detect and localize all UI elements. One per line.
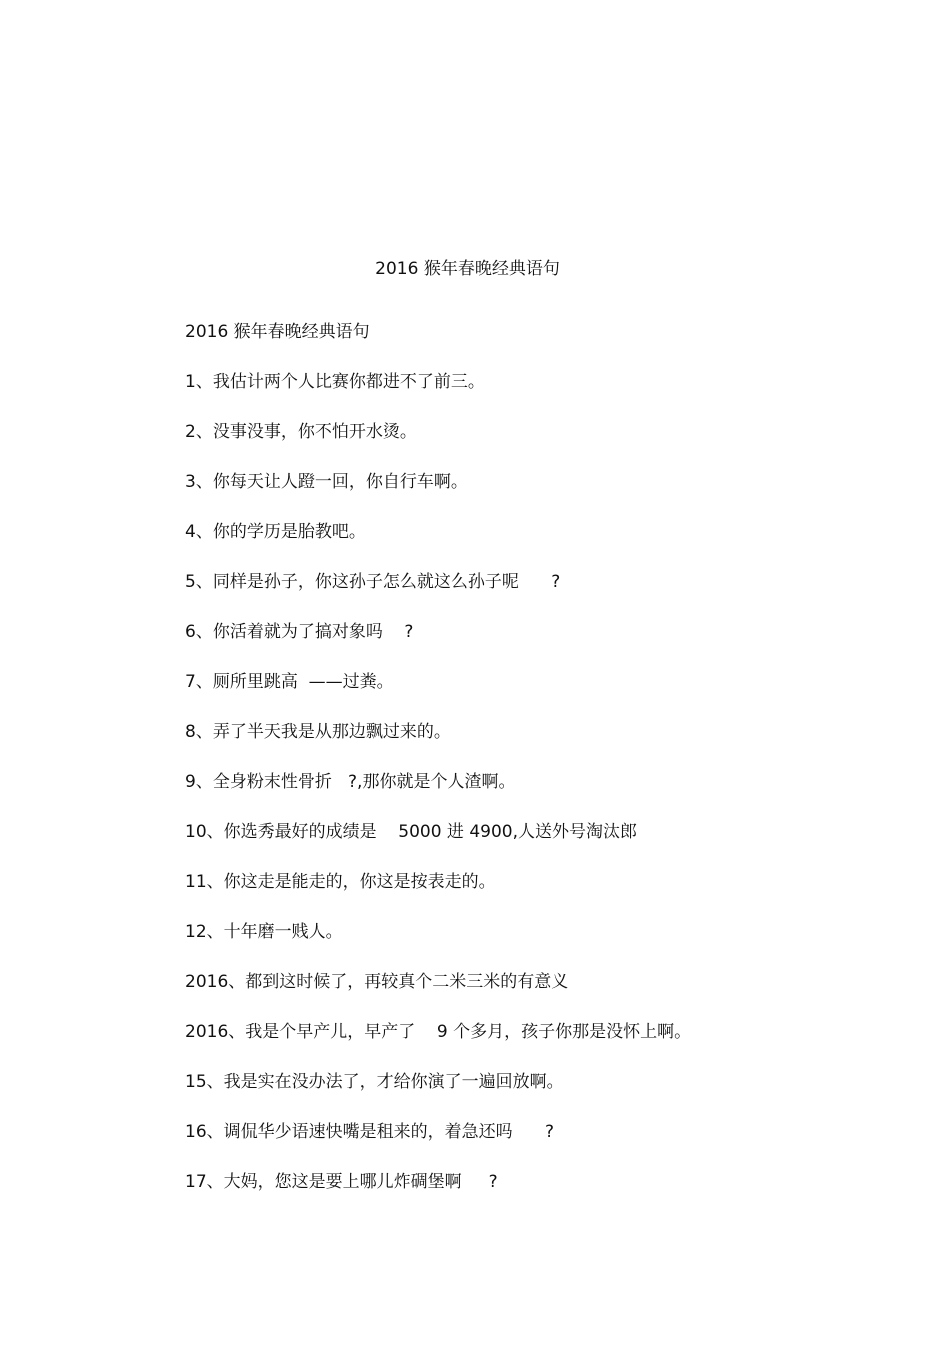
quote-list xyxy=(185,320,825,1220)
quote-line-12: 12、十年磨一贱人。 xyxy=(185,922,343,942)
document-subtitle: 2016 猴年春晚经典语句 xyxy=(185,322,370,342)
quote-line-4: 4、你的学历是胎教吧。 xyxy=(185,522,366,542)
quote-line-11: 11、你这走是能走的，你这是按表走的。 xyxy=(185,872,496,892)
quote-line-16: 16、调侃华少语速快嘴是租来的，着急还吗 ? xyxy=(185,1122,555,1142)
quote-line-2: 2、没事没事，你不怕开水烫。 xyxy=(185,422,417,442)
quote-line-5: 5、同样是孙子，你这孙子怎么就这么孙子呢 ? xyxy=(185,572,561,592)
quote-line-3: 3、你每天让人蹬一回，你自行车啊。 xyxy=(185,472,468,492)
quote-line-14: 2016、我是个早产儿，早产了 9 个多月，孩子你那是没怀上啊。 xyxy=(185,1022,692,1042)
quote-line-10: 10、你选秀最好的成绩是 5000 进 4900,人送外号淘汰郎 xyxy=(185,822,637,842)
quote-line-6: 6、你活着就为了搞对象吗 ? xyxy=(185,622,414,642)
document-title: 2016 猴年春晚经典语句 xyxy=(375,259,560,279)
quote-line-15: 15、我是实在没办法了，才给你演了一遍回放啊。 xyxy=(185,1072,564,1092)
quote-line-8: 8、弄了半天我是从那边飘过来的。 xyxy=(185,722,451,742)
quote-line-1: 1、我估计两个人比赛你都进不了前三。 xyxy=(185,372,485,392)
quote-line-9: 9、全身粉末性骨折 ?,那你就是个人渣啊。 xyxy=(185,772,516,792)
quote-line-17: 17、大妈，您这是要上哪儿炸碉堡啊 ? xyxy=(185,1172,498,1192)
quote-line-13: 2016、都到这时候了，再较真个二米三米的有意义 xyxy=(185,972,569,992)
quote-line-7: 7、厕所里跳高 ——过粪。 xyxy=(185,672,394,692)
